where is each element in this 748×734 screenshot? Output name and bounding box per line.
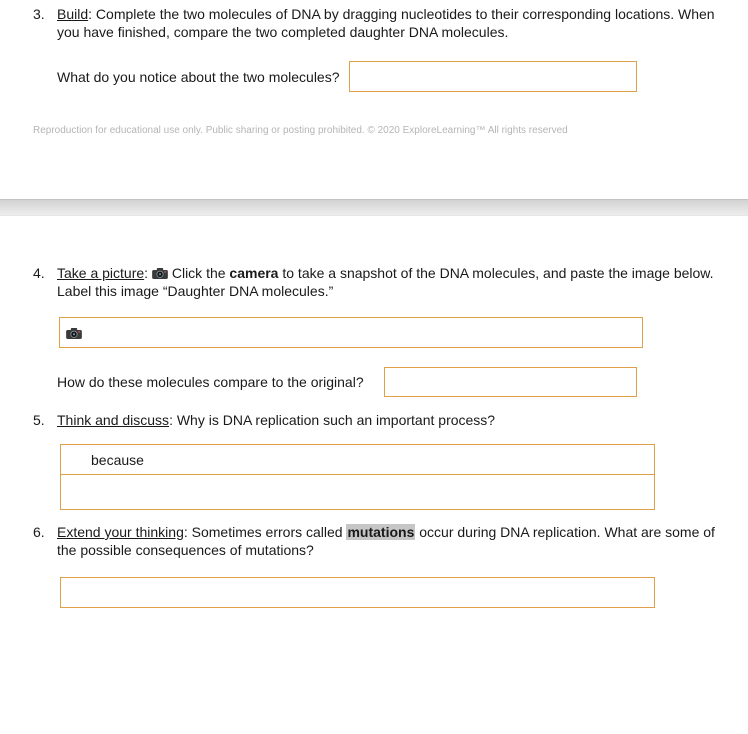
question-4-bold-camera: camera: [229, 265, 279, 281]
question-5-text: [57, 411, 733, 429]
question-4-colon: :: [144, 265, 152, 281]
question-5: [33, 411, 748, 429]
footer-copyright: Reproduction for educational use only. Public sharing or posting prohibited. © 2020 ExploreLearning™ All rights reserved: [33, 125, 568, 136]
camera-icon: [152, 268, 168, 279]
question-3-label: Build: [57, 6, 89, 22]
question-3-text: [57, 5, 733, 41]
question-4-prompt: How do these molecules compare to the original?: [57, 374, 364, 390]
question-6-text: [57, 523, 733, 559]
question-5-number: 5.: [33, 412, 45, 428]
question-4: [33, 264, 748, 300]
question-4-number: 4.: [33, 265, 45, 281]
question-4-part1: Click the: [167, 265, 230, 281]
question-6-answer-field[interactable]: [60, 577, 655, 608]
question-3-prompt: What do you notice about the two molecules?: [57, 68, 340, 85]
question-4-label: Take a picture: [57, 265, 145, 281]
question-3-instructions: : Complete the two molecules of DNA by dragging nucleotides to their corresponding locations. When you have finished, compare the two completed daughter DNA molecules.: [57, 6, 715, 40]
question-5-answer-line-1[interactable]: because: [61, 445, 654, 475]
question-6-number: 6.: [33, 524, 45, 540]
question-6-label: Extend your thinking: [57, 524, 184, 540]
camera-icon: [66, 328, 82, 339]
question-3-number: 3.: [33, 6, 45, 22]
page-break-divider: [0, 199, 748, 216]
snapshot-paste-area[interactable]: [59, 317, 643, 348]
question-4-answer-field[interactable]: [384, 367, 637, 397]
question-6-highlight-mutations: mutations: [347, 524, 415, 540]
question-6-part1: : Sometimes errors called: [183, 524, 347, 540]
question-4-prompt-row: [57, 367, 748, 397]
question-5-answer-box: [60, 444, 655, 510]
question-3-answer-field[interactable]: [349, 61, 637, 92]
question-5-instructions: : Why is DNA replication such an important process?: [169, 412, 496, 428]
question-3: [33, 5, 748, 41]
question-6-part2: occur during DNA replication. What are some of the possible consequences of mutations?: [57, 524, 715, 558]
page-2-top: [0, 216, 748, 608]
page-1-bottom: [0, 0, 748, 137]
question-5-answer-line-2[interactable]: [61, 475, 654, 509]
question-3-prompt-row: [57, 61, 748, 92]
question-4-part2: to take a snapshot of the DNA molecules, and paste the image below. Label this image “Daughter DNA molecules.”: [57, 265, 714, 299]
question-4-text: [57, 264, 733, 300]
question-5-label: Think and discuss: [57, 412, 170, 428]
question-6: [33, 523, 748, 559]
